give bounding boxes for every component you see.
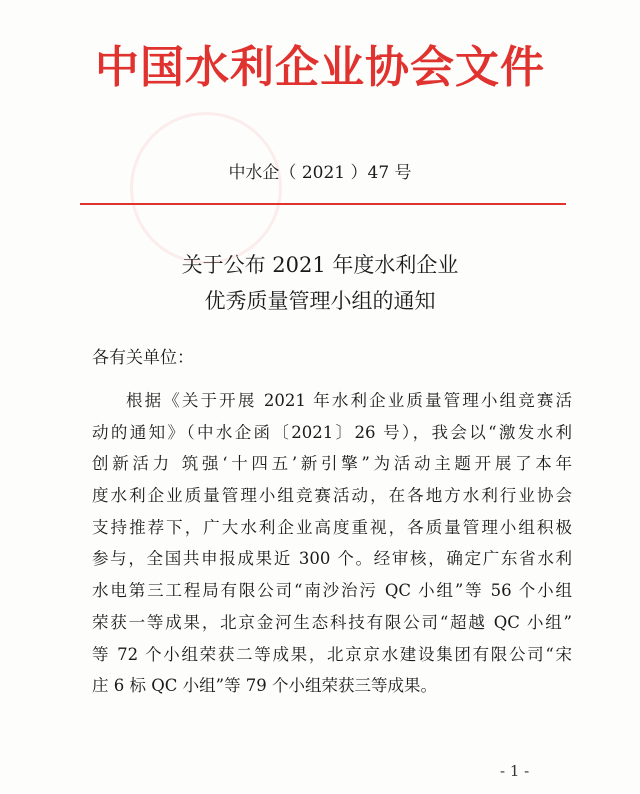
faint-seal-stamp — [130, 112, 282, 264]
red-divider-line — [80, 203, 566, 205]
document-number: 中水企（ 2021 ）47 号 — [228, 163, 412, 183]
body-line: 庄 6 标 QC 小组”等 79 个小组荣获三等成果。 — [92, 676, 438, 696]
body-paragraph — [92, 385, 572, 702]
notice-title-line-1: 关于公布 2021 年度水利企业 — [181, 253, 459, 277]
body-line: 动的通知》（中水企函〔2021〕26 号），我会以“激发水利 — [92, 422, 572, 442]
body-line: 根据《关于开展 2021 年水利企业质量管理小组竞赛活 — [126, 391, 572, 410]
body-line: 度水利企业质量管理小组竞赛活动，在各地方水利行业协会 — [92, 486, 572, 506]
body-line: 荣获一等成果，北京金河生态科技有限公司“超越 QC 小组” — [92, 612, 572, 632]
body-line: 水电第三工程局有限公司“南沙治污 QC 小组”等 56 个小组 — [92, 581, 572, 601]
notice-title-line-2: 优秀质量管理小组的通知 — [204, 289, 436, 313]
salutation: 各有关单位： — [92, 348, 194, 368]
masthead-title: 中国水利企业协会文件 — [95, 42, 545, 93]
body-line: 支持推荐下，广大水利企业高度重视，各质量管理小组积极 — [92, 517, 572, 537]
page-number: - 1 - — [500, 762, 530, 780]
body-line: 参与，全国共申报成果近 300 个。经审核，确定广东省水利 — [92, 549, 572, 569]
body-line: 创新活力 筑强‘十四五’新引擎”为活动主题开展了本年 — [92, 454, 572, 474]
body-line: 等 72 个小组荣获二等成果，北京京水建设集团有限公司“宋 — [92, 644, 572, 664]
